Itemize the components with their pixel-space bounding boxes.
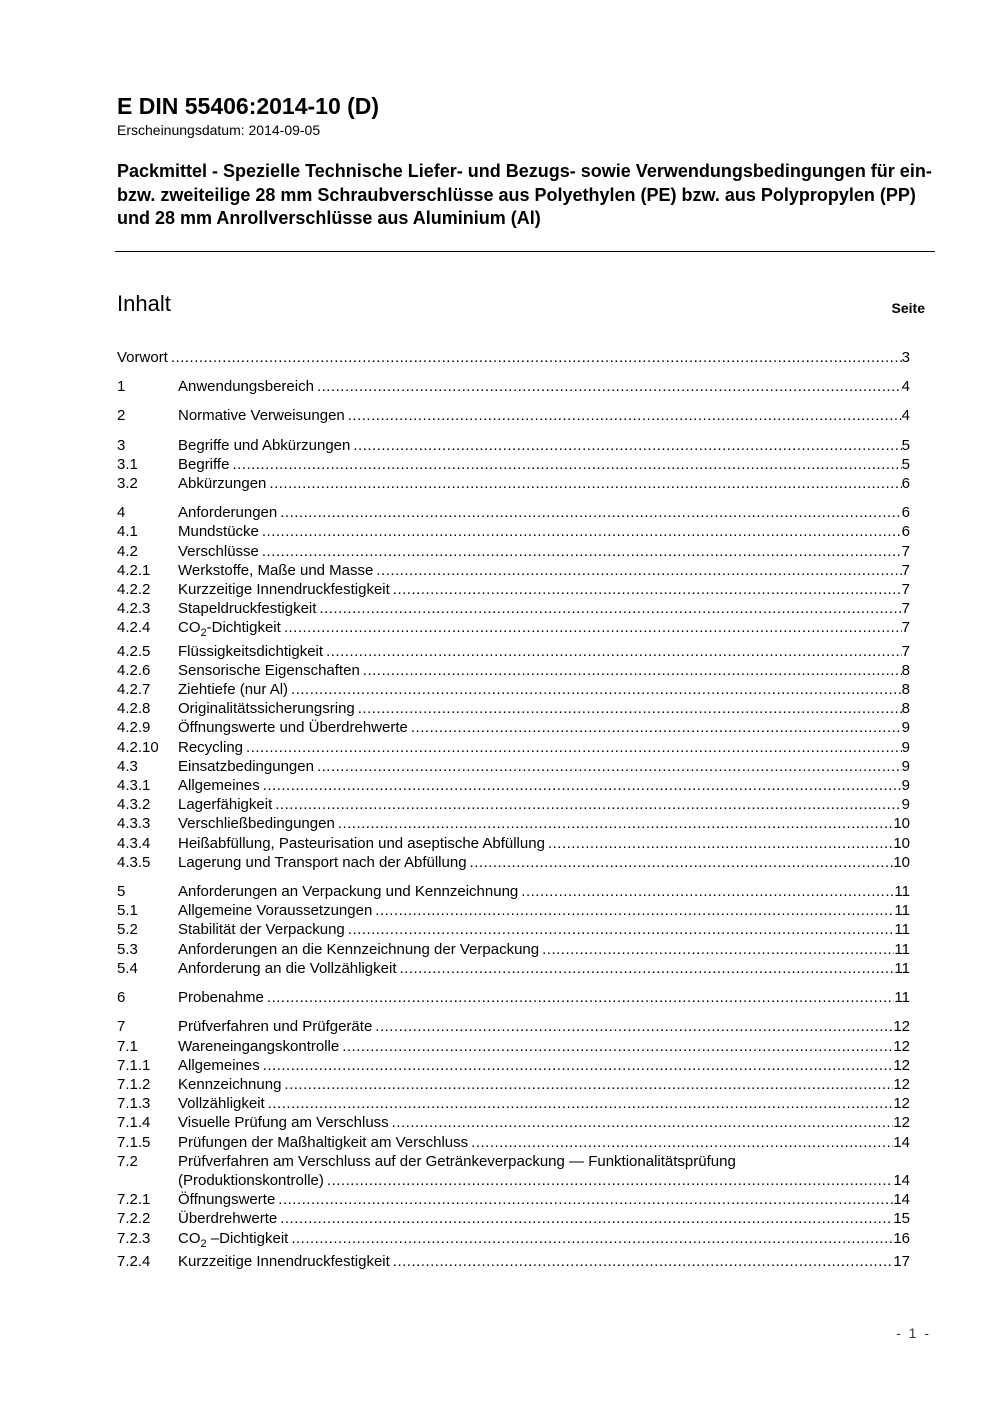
toc-entry[interactable] <box>117 1229 910 1248</box>
toc-entry-number: 4.2.3 <box>117 600 151 618</box>
toc-entry-number: 7.2.1 <box>117 1191 151 1209</box>
toc-entry-label: Sensorische Eigenschaften <box>178 661 360 679</box>
dot-leader <box>317 757 902 776</box>
dot-leader <box>521 882 894 901</box>
toc-entry-page: 6 <box>901 504 910 522</box>
toc-entry[interactable] <box>117 834 910 853</box>
toc-entry[interactable] <box>117 718 910 737</box>
toc-entry[interactable] <box>117 988 910 1007</box>
toc-entry-number: 4.2.8 <box>117 700 151 718</box>
dot-leader <box>375 1017 893 1036</box>
toc-entry-label: Anforderung an die Vollzähligkeit <box>178 959 397 977</box>
dot-leader <box>263 776 902 795</box>
dot-leader <box>284 1075 893 1094</box>
toc-entry[interactable] <box>117 618 910 640</box>
toc-entry-page: 12 <box>893 1114 910 1132</box>
toc-entry[interactable] <box>117 580 910 599</box>
toc-entry-label: Kurzzeitige Innendruckfestigkeit <box>178 1252 390 1270</box>
toc-entry[interactable] <box>117 940 910 959</box>
toc-entry-label: Flüssigkeitsdichtigkeit <box>178 642 324 660</box>
toc-entry-label-prefix: CO <box>178 1229 201 1247</box>
toc-entry-number: 3.1 <box>117 455 138 473</box>
toc-entry[interactable] <box>117 1133 910 1152</box>
dot-leader <box>338 814 894 833</box>
toc-entry-number: 4.2.5 <box>117 642 151 660</box>
publication-date: Erscheinungsdatum: 2014-09-05 <box>117 122 321 138</box>
toc-entry-page: 11 <box>894 989 910 1007</box>
dot-leader <box>470 853 894 872</box>
dot-leader <box>232 455 901 474</box>
toc-entry-label-subscript: 2 <box>200 1237 207 1250</box>
toc-entry-page: 10 <box>893 815 910 833</box>
toc-entry-page: 11 <box>894 921 910 939</box>
toc-entry-page: 16 <box>893 1229 910 1247</box>
toc-entry[interactable] <box>117 814 910 833</box>
toc-entry-page: 8 <box>901 681 910 699</box>
toc-entry-label <box>178 1229 288 1248</box>
toc-entry-label: Überdrehwerte <box>178 1210 278 1228</box>
toc-entry-label-suffix: –Dichtigkeit <box>206 1229 289 1247</box>
toc-entry-number: 4.3.2 <box>117 796 151 814</box>
toc-entry-number: 4.2 <box>117 542 138 560</box>
toc-entry-label: Kurzzeitige Innendruckfestigkeit <box>178 581 390 599</box>
document-id: E DIN 55406:2014-10 (D) <box>117 93 380 119</box>
toc-entry[interactable] <box>117 757 910 776</box>
dot-leader <box>262 522 902 541</box>
toc-entry-label: Stapeldruckfestigkeit <box>178 600 317 618</box>
dot-leader <box>348 920 895 939</box>
toc-entry-number: 7.2.4 <box>117 1252 151 1270</box>
dot-leader <box>275 795 901 814</box>
toc-entry-label: Verschlüsse <box>178 542 259 560</box>
toc-entry-label: Probenahme <box>178 989 264 1007</box>
toc-entry-number: 6 <box>117 989 126 1007</box>
dot-leader <box>284 618 902 637</box>
toc-entry-vorwort[interactable] <box>117 348 910 367</box>
dot-leader <box>262 542 902 561</box>
toc-entry[interactable] <box>117 1094 910 1113</box>
toc-entry-number: 4.2.6 <box>117 661 151 679</box>
dot-leader <box>327 1171 893 1190</box>
dot-leader <box>326 642 902 661</box>
toc-entry-label: Prüfungen der Maßhaltigkeit am Verschluss <box>178 1133 469 1151</box>
toc-entry[interactable] <box>117 1056 910 1075</box>
toc-entry-page: 14 <box>893 1133 910 1151</box>
toc-entry[interactable] <box>117 1190 910 1209</box>
toc-entry-label: Einsatzbedingungen <box>178 757 314 775</box>
toc-entry-page: 9 <box>901 738 910 756</box>
toc-entry[interactable] <box>117 680 910 699</box>
dot-leader <box>267 988 895 1007</box>
toc-entry[interactable] <box>117 503 910 522</box>
dot-leader <box>393 580 902 599</box>
toc-entry-label: Allgemeines <box>178 777 260 795</box>
dot-leader <box>342 1037 893 1056</box>
toc-entry-page: 9 <box>901 719 910 737</box>
toc-entry-number: 7.2.3 <box>117 1229 151 1247</box>
toc-entry-page: 12 <box>893 1095 910 1113</box>
toc-entry-page: 11 <box>894 959 910 977</box>
toc-entry-page: 11 <box>894 883 910 901</box>
toc-entry-page: 14 <box>893 1191 910 1209</box>
toc-entry-page: 7 <box>901 561 910 579</box>
toc-entry-page: 5 <box>901 455 910 473</box>
dot-leader <box>319 599 901 618</box>
dot-leader <box>280 503 901 522</box>
toc-entry-page: 4 <box>901 407 910 425</box>
toc-entry-label-continuation: (Produktionskontrolle) <box>178 1171 324 1189</box>
toc-entry[interactable] <box>117 795 910 814</box>
toc-entry-page: 8 <box>901 700 910 718</box>
dot-leader <box>280 1209 893 1228</box>
toc-entry-page: 14 <box>893 1171 910 1189</box>
toc-entry[interactable] <box>117 699 910 718</box>
toc-entry[interactable] <box>117 1252 910 1271</box>
toc-entry-number: 4.3.1 <box>117 777 151 795</box>
toc-entry-number: 5.2 <box>117 921 138 939</box>
toc-entry[interactable] <box>117 1209 910 1228</box>
toc-entry[interactable] <box>117 436 910 455</box>
toc-entry-number: 4.2.9 <box>117 719 151 737</box>
dot-leader <box>263 1056 894 1075</box>
toc-entry-page: 11 <box>894 940 910 958</box>
toc-entry-number: 4.3.4 <box>117 834 151 852</box>
toc-entry-label: Wareneingangskontrolle <box>178 1037 340 1055</box>
dot-leader <box>348 406 902 425</box>
dot-leader <box>376 561 901 580</box>
toc-entry-page: 6 <box>901 475 910 493</box>
toc-entry-page: 12 <box>893 1075 910 1093</box>
dot-leader <box>399 959 894 978</box>
toc-entry-number: 4.2.2 <box>117 581 151 599</box>
toc-entry[interactable] <box>117 406 910 425</box>
toc-entry-page: 12 <box>893 1037 910 1055</box>
toc-entry-page: 12 <box>893 1018 910 1036</box>
toc-entry-page: 10 <box>893 853 910 871</box>
toc-entry-label: Öffnungswerte <box>178 1191 276 1209</box>
toc-entry-number: 7.1.2 <box>117 1075 151 1093</box>
toc-entry[interactable] <box>117 882 910 901</box>
toc-entry[interactable] <box>117 661 910 680</box>
toc-entry[interactable] <box>117 901 910 920</box>
toc-entry-page: 9 <box>901 777 910 795</box>
dot-leader <box>317 377 902 396</box>
toc-entry-page: 7 <box>901 619 910 637</box>
toc-entry-number: 4.2.1 <box>117 561 151 579</box>
document-title: Packmittel - Spezielle Technische Liefer- und Bezugs- sowie Verwendungsbedingungen für ein- bzw. zweiteilige 28 mm Schraubverschlüsse aus Polyethylen (PE) bzw. aus Polypropylen (PP) und 28 mm Anrollverschlüsse aus Aluminium (Al) <box>117 161 932 228</box>
toc-entry-page: 7 <box>901 600 910 618</box>
toc-entry-label: Mundstücke <box>178 523 259 541</box>
toc-entry-label: Werkstoffe, Maße und Masse <box>178 561 374 579</box>
dot-leader <box>269 474 901 493</box>
toc-entry[interactable] <box>117 920 910 939</box>
toc-entry-page: 9 <box>901 757 910 775</box>
toc-entry-page: 17 <box>893 1252 910 1270</box>
toc-entry-number: 3.2 <box>117 475 138 493</box>
toc-entry-label: Begriffe <box>178 455 230 473</box>
toc-entry[interactable] <box>117 474 910 493</box>
toc-entry-number: 4.1 <box>117 523 138 541</box>
dot-leader <box>278 1190 893 1209</box>
toc-entry-number: 5.1 <box>117 902 138 920</box>
toc-entry-label: Abkürzungen <box>178 475 267 493</box>
toc-entry-number: 3 <box>117 436 126 454</box>
toc-entry[interactable] <box>117 561 910 580</box>
toc-entry-label: Anwendungsbereich <box>178 378 314 396</box>
toc-entry-page: 15 <box>893 1210 910 1228</box>
toc-entry-label: Kennzeichnung <box>178 1075 282 1093</box>
toc-entry-page: 3 <box>901 349 910 366</box>
toc-entry-label: Anforderungen an Verpackung und Kennzeichnung <box>178 883 519 901</box>
dot-leader <box>268 1094 894 1113</box>
dot-leader <box>542 940 894 959</box>
toc-entry-label: Anforderungen an die Kennzeichnung der Verpackung <box>178 940 540 958</box>
toc-entry[interactable] <box>117 1075 910 1094</box>
toc-entry-page: 10 <box>893 834 910 852</box>
toc-entry-number: 5.4 <box>117 959 138 977</box>
toc-entry-label: Prüfverfahren und Prüfgeräte <box>178 1018 373 1036</box>
toc-entry-number: 2 <box>117 407 126 425</box>
toc-entry[interactable] <box>117 1113 910 1132</box>
toc-entry-label: Verschließbedingungen <box>178 815 335 833</box>
toc-entry-number: 4.3.5 <box>117 853 151 871</box>
toc-entry[interactable] <box>117 455 910 474</box>
toc-entry-label-suffix: -Dichtigkeit <box>206 619 281 637</box>
toc-entry[interactable] <box>117 542 910 561</box>
toc-entry-number: 7.1 <box>117 1037 138 1055</box>
toc-entry-page: 12 <box>893 1056 910 1074</box>
toc-entry-label: Stabilität der Verpackung <box>178 921 345 939</box>
toc-entry-number: 4.3 <box>117 757 138 775</box>
toc-entry-number: 7.2 <box>117 1152 138 1170</box>
dot-leader <box>291 680 902 699</box>
toc-entry[interactable] <box>117 599 910 618</box>
toc-entry-label: Anforderungen <box>178 504 278 522</box>
toc-entry-page: 7 <box>901 581 910 599</box>
toc-entry-number: 5 <box>117 883 126 901</box>
toc-entry-label: Allgemeine Voraussetzungen <box>178 902 373 920</box>
dot-leader <box>548 834 893 853</box>
toc-entry-number: 4.2.7 <box>117 681 151 699</box>
toc-entry-number: 4.2.4 <box>117 619 151 637</box>
toc-entry[interactable] <box>117 853 910 872</box>
toc-entry[interactable] <box>117 642 910 661</box>
toc-entry-number: 4.3.3 <box>117 815 151 833</box>
toc-page-column-label: Seite <box>891 300 925 316</box>
toc-entry-number: 7.1.4 <box>117 1114 151 1132</box>
toc-entry-page: 8 <box>901 661 910 679</box>
toc-entry-page: 5 <box>901 436 910 454</box>
toc-entry-number: 7 <box>117 1018 126 1036</box>
dot-leader <box>393 1252 894 1271</box>
toc-heading: Inhalt <box>117 291 171 316</box>
toc-entry[interactable] <box>117 1037 910 1056</box>
toc-entry-label: Vorwort <box>117 349 168 366</box>
toc-entry[interactable] <box>117 1017 910 1036</box>
toc-entry-label: Normative Verweisungen <box>178 407 345 425</box>
dot-leader <box>411 718 902 737</box>
toc-entry-label-subscript: 2 <box>200 627 207 640</box>
toc-entry-number: 7.2.2 <box>117 1210 151 1228</box>
toc-entry-label: Originalitätssicherungsring <box>178 700 355 718</box>
toc-entry-page: 7 <box>901 542 910 560</box>
table-of-contents <box>117 348 910 1271</box>
title-divider <box>115 251 935 252</box>
toc-entry-label: Begriffe und Abkürzungen <box>178 436 351 454</box>
dot-leader <box>392 1113 894 1132</box>
toc-entry-label: Allgemeines <box>178 1056 260 1074</box>
toc-entry[interactable] <box>117 377 910 396</box>
toc-entry-number: 7.1.3 <box>117 1095 151 1113</box>
toc-entry-label: Ziehtiefe (nur Al) <box>178 681 289 699</box>
toc-entry-label <box>178 618 281 640</box>
toc-entry-page: 4 <box>901 378 910 396</box>
dot-leader <box>471 1133 893 1152</box>
toc-entry[interactable] <box>117 1152 910 1190</box>
toc-entry-page: 11 <box>894 902 910 920</box>
toc-entry-page: 6 <box>901 523 910 541</box>
toc-entry-page: 9 <box>901 796 910 814</box>
dot-leader <box>375 901 894 920</box>
dot-leader <box>363 661 902 680</box>
toc-entry-number: 1 <box>117 378 126 396</box>
page-number: - 1 - <box>896 1325 931 1341</box>
dot-leader <box>291 1229 893 1248</box>
toc-entry[interactable] <box>117 959 910 978</box>
dot-leader <box>171 348 902 367</box>
dot-leader <box>358 699 902 718</box>
toc-entry[interactable] <box>117 738 910 757</box>
toc-entry-number: 5.3 <box>117 940 138 958</box>
toc-entry-label-prefix: CO <box>178 619 201 637</box>
toc-entry-label: Lagerfähigkeit <box>178 796 273 814</box>
toc-entry-label: Lagerung und Transport nach der Abfüllung <box>178 853 467 871</box>
toc-entry-label: Prüfverfahren am Verschluss auf der Getränkeverpackung — Funktionalitätsprüfung <box>178 1152 736 1170</box>
dot-leader <box>246 738 902 757</box>
dot-leader <box>353 436 901 455</box>
toc-entry-label: Recycling <box>178 738 244 756</box>
toc-entry-label: Heißabfüllung, Pasteurisation und aseptische Abfüllung <box>178 834 545 852</box>
toc-entry[interactable] <box>117 776 910 795</box>
toc-entry-number: 7.1.1 <box>117 1056 151 1074</box>
toc-entry-label: Visuelle Prüfung am Verschluss <box>178 1114 389 1132</box>
toc-entry-label: Vollzähligkeit <box>178 1095 265 1113</box>
toc-entry-number: 7.1.5 <box>117 1133 151 1151</box>
toc-entry-page: 7 <box>901 642 910 660</box>
toc-entry-number: 4.2.10 <box>117 738 159 756</box>
toc-entry-number: 4 <box>117 504 126 522</box>
toc-entry[interactable] <box>117 522 910 541</box>
toc-entry-label: Öffnungswerte und Überdrehwerte <box>178 719 408 737</box>
